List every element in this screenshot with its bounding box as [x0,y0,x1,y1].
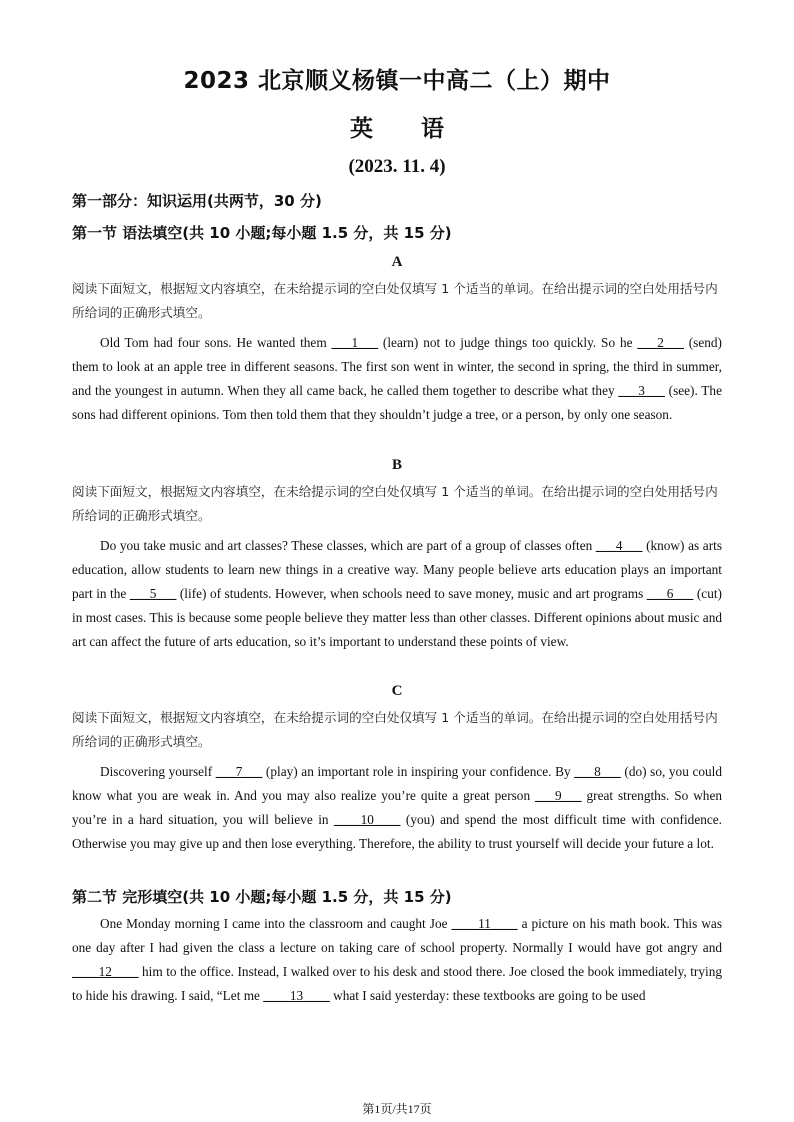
exam-date: (2023. 11. 4) [348,156,446,177]
subject-char-2: 语 [421,116,444,142]
passage-b-letter: B [391,457,402,473]
cloze-passage: One Monday morning I came into the classroom and caught Joe ____11____ a picture on his math book. This was one day after I had given the class a lecture on taking care of school property. Normally I would have got angry and ____12____ him to the office. Instead, I walked over to his desk and stood there. Joe closed the book immediately, trying to hide his drawing. I said, “Let me ____13____ what I said yesterday: these textbooks are going to be used [72,912,722,1008]
instruction-b: 阅读下面短文，根据短文内容填空，在未给提示词的空白处仅填写 1 个适当的单词。在给出提示词的空白处用括号内所给词的正确形式填空。 [72,484,718,523]
instruction-c: 阅读下面短文，根据短文内容填空，在未给提示词的空白处仅填写 1 个适当的单词。在给出提示词的空白处用括号内所给词的正确形式填空。 [72,710,718,749]
subject-char-1: 英 [350,116,373,142]
blank-6[interactable]: ___6___ [646,586,694,601]
blank-4[interactable]: ___4___ [595,538,643,553]
blank-8[interactable]: ___8___ [574,764,621,779]
passage-a: Old Tom had four sons. He wanted them ___1___ (learn) not to judge things too quickly. So he ___2___ (send) them to look at an apple tree in different seasons. The first son went in winter, the second in spring, the third in summer, and the youngest in autumn. When they all came back, he called them together to describe what they ___3___ (see). The sons had different opinions. Tom then told them that they shouldn’t judge a tree, or a person, by only one season. [72,331,722,427]
blank-7[interactable]: ___7___ [215,764,263,779]
blank-3[interactable]: ___3___ [618,383,665,398]
blank-2[interactable]: ___2___ [637,335,684,350]
blank-12[interactable]: ____12____ [72,964,139,979]
page-title: 2023 北京顺义杨镇一中高二（上）期中 [183,68,611,94]
blank-5[interactable]: ___5___ [129,586,177,601]
blank-9[interactable]: ___9___ [535,788,582,803]
page-number: 第1页/共17页 [362,1102,432,1116]
blank-10[interactable]: ____10____ [333,812,401,827]
passage-c: Discovering yourself ___7___ (play) an important role in inspiring your confidence. By ___8___ (do) so, you could know what you are weak in. And you may also realize you’re quite a great person ___9___ great strengths. So when you’re in a hard situation, you will believe in ____10____ (you) and spend the most difficult time with confidence. Otherwise you may give up and then lose everything. Therefore, the ability to trust yourself will decide your future a lot. [72,760,722,856]
blank-1[interactable]: ___1___ [331,335,379,350]
passage-c-letter: C [391,683,403,699]
passage-a-letter: A [391,254,403,270]
blank-11[interactable]: ____11____ [451,916,518,931]
part1-heading: 第一部分：知识运用(共两节，30 分) [72,192,322,210]
instruction-a: 阅读下面短文，根据短文内容填空，在未给提示词的空白处仅填写 1 个适当的单词。在给出提示词的空白处用括号内所给词的正确形式填空。 [72,281,718,320]
subject-title [0,110,794,143]
blank-13[interactable]: ____13____ [263,988,330,1003]
section2-heading: 第二节 完形填空(共 10 小题;每小题 1.5 分，共 15 分) [72,888,452,906]
section1-heading: 第一节 语法填空(共 10 小题;每小题 1.5 分，共 15 分) [72,224,452,242]
passage-b: Do you take music and art classes? These classes, which are part of a group of classes often ___4___ (know) as arts education, allow students to learn new things in a creative way. Many people believe arts education plays an important part in the ___5___ (life) of students. However, when schools need to save money, music and art programs ___6___ (cut) in most cases. This is because some people believe they matter less than other classes. Different opinions about music and art can affect the future of arts education, so it’s important to understand these points of view. [72,534,722,654]
